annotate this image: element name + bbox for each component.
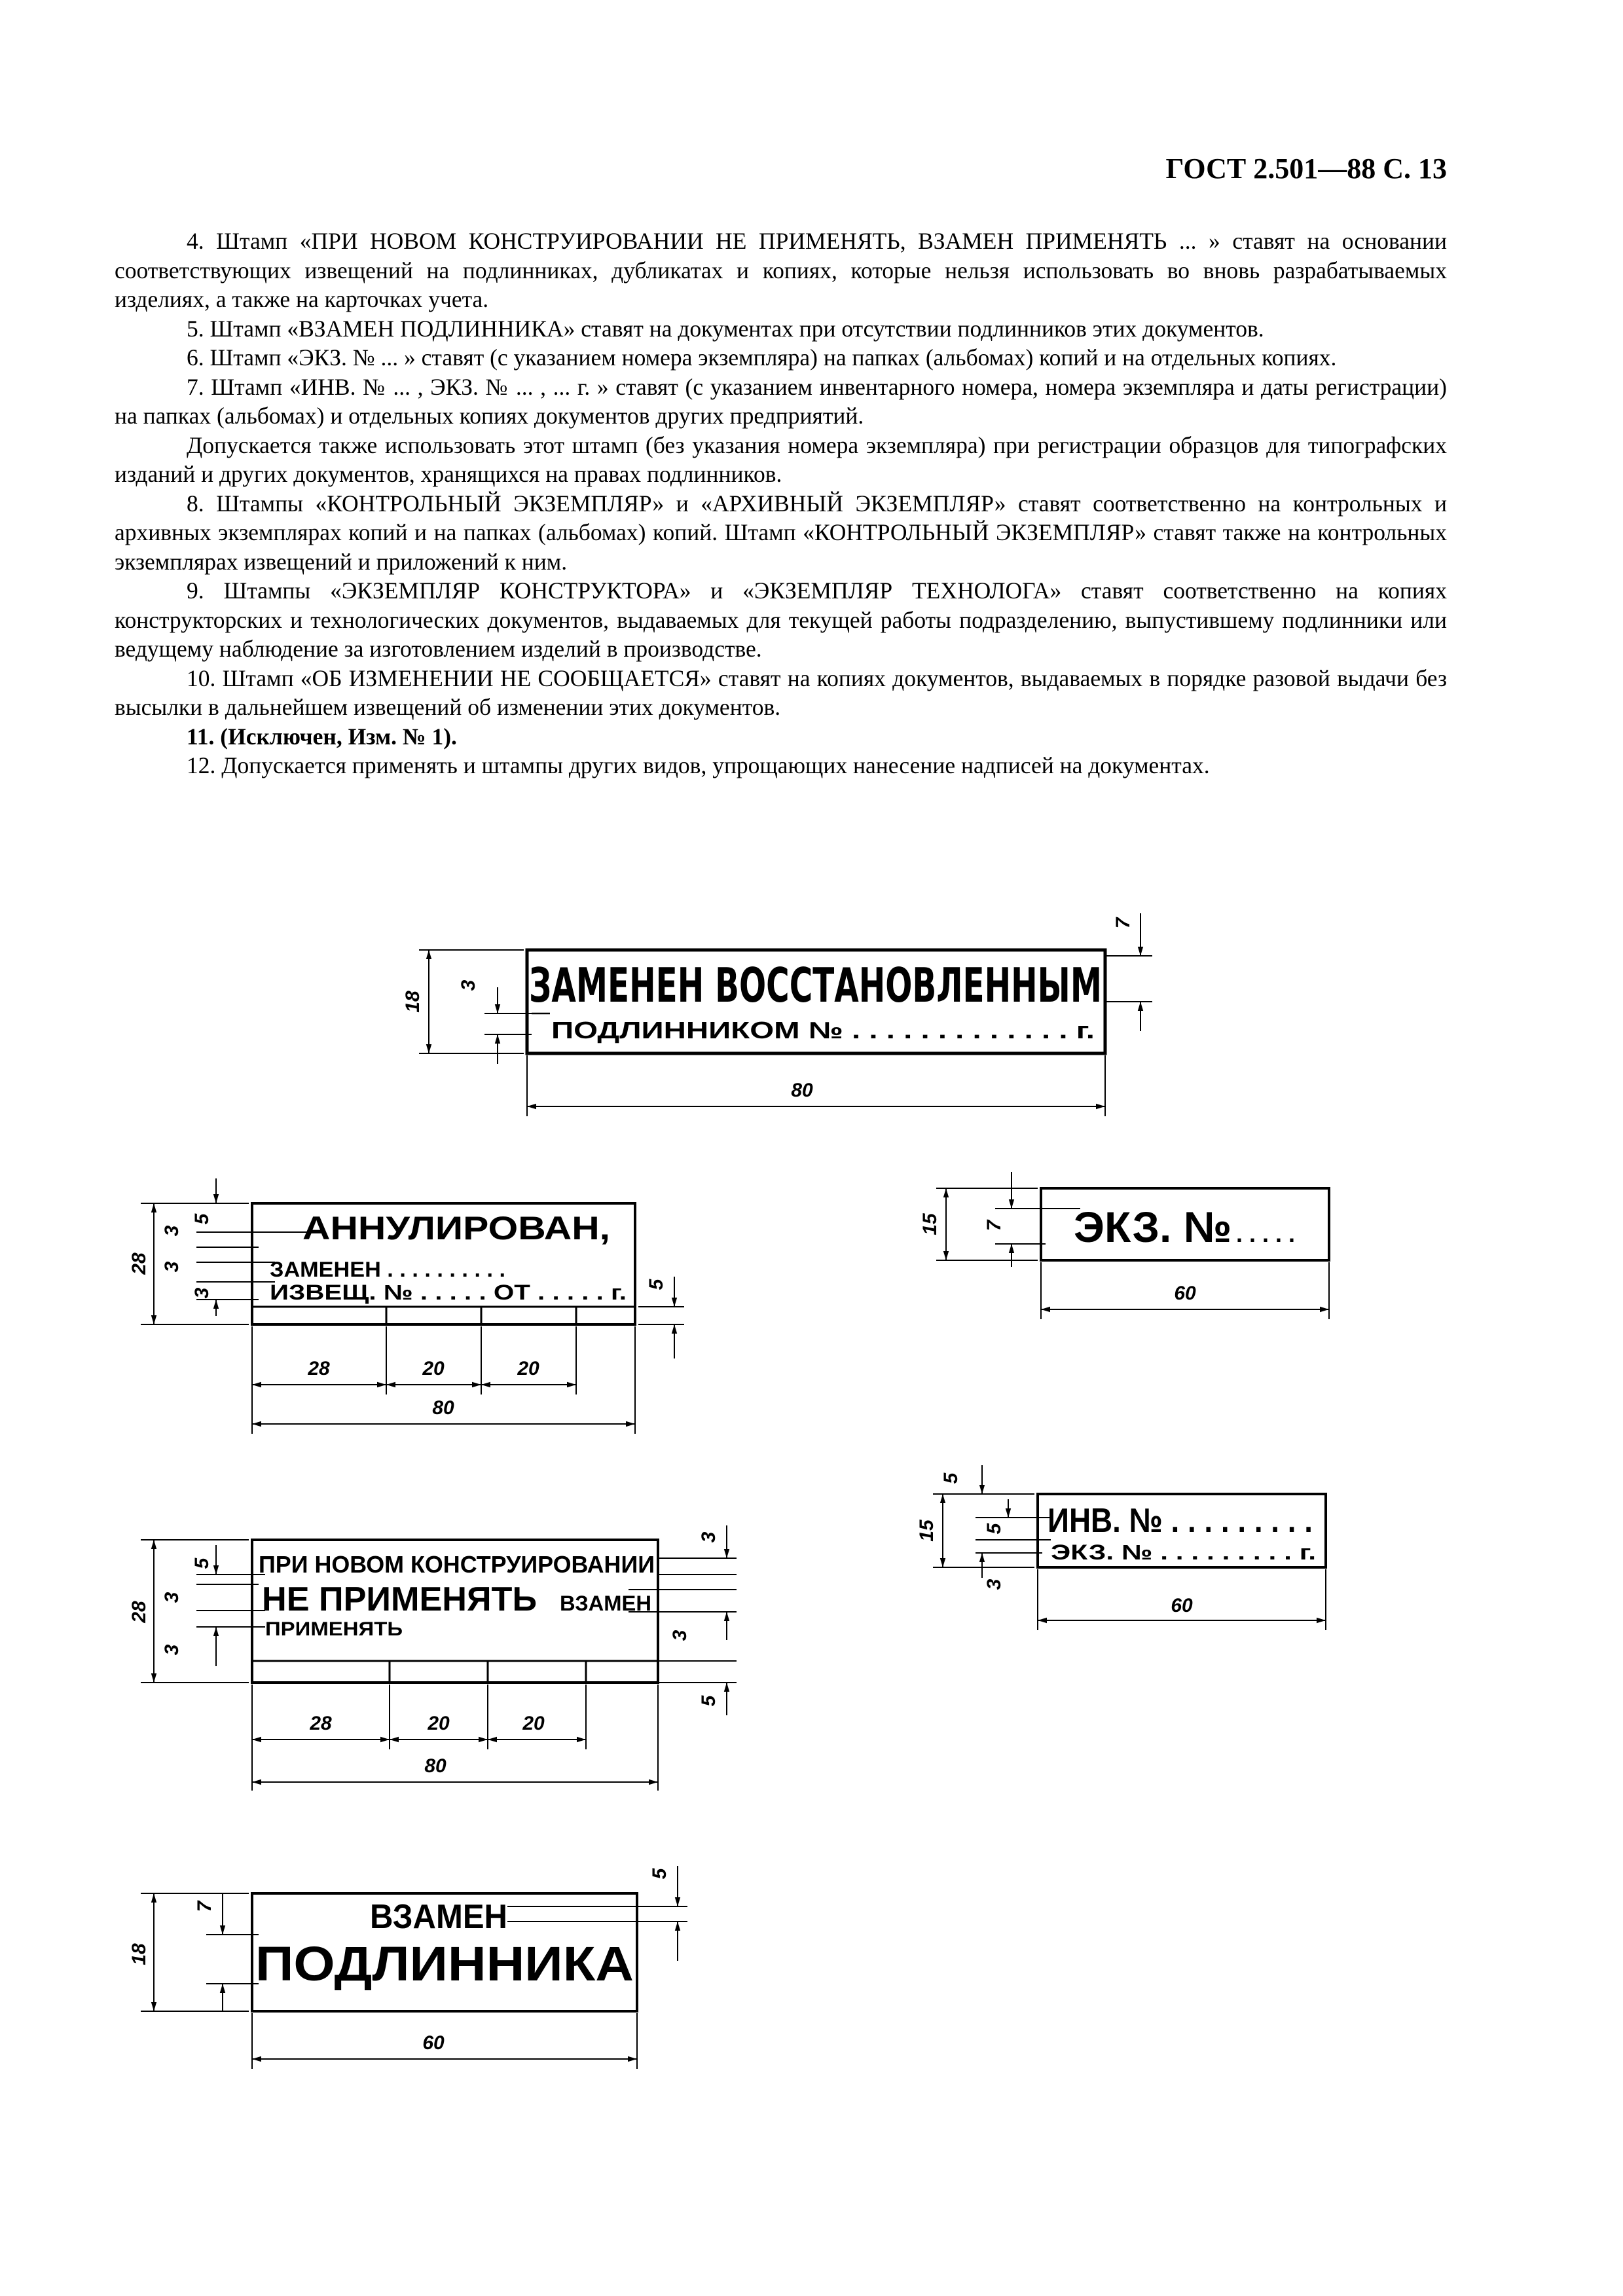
dim-inventory-height: 15 <box>916 1520 938 1542</box>
dim-cancelled-col3: 20 <box>517 1358 539 1379</box>
dim-replaced-width: 80 <box>791 1080 813 1101</box>
dim-new-design-a: 5 <box>191 1558 213 1569</box>
dim-copy-inner: 7 <box>983 1220 1005 1231</box>
paragraph-9: 9. Штампы «ЭКЗЕМПЛЯР КОНСТРУКТОРА» и «ЭКЗЕМПЛЯР ТЕХНОЛОГА» ставят соответственно на копиях конструкторских и технологических документов, выдаваемых для текущей работы подразделению, выпустившему подлинники или ведущему наблюдение за изготовлением изделий в производстве. <box>115 577 1447 662</box>
dim-cancelled-col1: 28 <box>308 1358 330 1379</box>
stamp-replaced <box>419 913 1152 1116</box>
stamp-copy-no-dots: . . . . . <box>1236 1220 1296 1247</box>
stamp-cancelled-line1: АННУЛИРОВАН, <box>302 1210 610 1247</box>
dim-cancelled-height: 28 <box>128 1252 150 1275</box>
dim-original-right: 5 <box>649 1868 670 1880</box>
dim-cancelled-width: 80 <box>432 1397 454 1419</box>
dim-new-design-col1: 28 <box>310 1713 332 1734</box>
paragraph-7: 7. Штамп «ИНВ. № ... , ЭКЗ. № ... , ... г. » ставят (с указанием инвентарного номера, номера экземпляра и даты регистрации) на папках (альбомах) и отдельных копиях документов других предприятий. <box>115 373 1447 429</box>
dim-inventory-top: 5 <box>940 1472 962 1484</box>
dim-cancelled-b: 3 <box>161 1225 183 1237</box>
dim-replaced-height: 18 <box>402 991 424 1013</box>
stamp-replaced-line1: ЗАМЕНЕН ВОССТАНОВЛЕННЫМ <box>529 958 1102 1013</box>
dim-new-design-col3: 20 <box>522 1713 545 1734</box>
dim-original-height: 18 <box>128 1943 150 1965</box>
stamp-cancelled-line3: ИЗВЕЩ. № . . . . . ОТ . . . . . г. <box>270 1281 627 1304</box>
stamp-original-line1: ВЗАМЕН <box>370 1898 507 1936</box>
dim-original-inner: 7 <box>194 1901 215 1912</box>
dim-cancelled-c: 3 <box>161 1261 183 1273</box>
stamp-inventory-line1: ИНВ. № . . . . . . . . . <box>1048 1502 1313 1540</box>
dim-new-design-b: 3 <box>161 1592 183 1603</box>
paragraph-7-note: Допускается также использовать этот штамп (без указания номера экземпляра) при регистрации образцов для типографских изданий и других документов, хранящихся на правах подлинников. <box>115 431 1447 487</box>
stamp-replaced-text <box>402 917 1134 1101</box>
stamp-inventory-line2: ЭКЗ. № . . . . . . . . . г. <box>1051 1540 1316 1564</box>
dim-inventory-inner: 5 <box>983 1523 1005 1535</box>
paragraph-5: 5. Штамп «ВЗАМЕН ПОДЛИННИКА» ставят на документах при отсутствии подлинников этих документов. <box>187 315 1264 342</box>
stamp-cancelled-text <box>128 1210 667 1419</box>
dim-new-design-r-top: 3 <box>698 1531 720 1543</box>
stamp-new-design-line3: ПРИМЕНЯТЬ <box>265 1618 403 1640</box>
dim-new-design-c: 3 <box>161 1644 183 1656</box>
paragraph-8: 8. Штампы «КОНТРОЛЬНЫЙ ЭКЗЕМПЛЯР» и «АРХИВНЫЙ ЭКЗЕМПЛЯР» ставят соответственно на контрольных и архивных экземплярах копий и на папках (альбомах) копий. Штамп «КОНТРОЛЬНЫЙ ЭКЗЕМПЛЯР» ставят также на контрольных экземплярах извещений и приложений к ним. <box>115 490 1447 575</box>
paragraph-4: 4. Штамп «ПРИ НОВОМ КОНСТРУИРОВАНИИ НЕ ПРИМЕНЯТЬ, ВЗАМЕН ПРИМЕНЯТЬ ... » ставят на основании соответствующих извещений на подлинниках, дубликатах и копиях, которые нельзя использовать во вновь разрабатываемых изделиях, а также на карточках учета. <box>115 228 1447 312</box>
paragraph-12: 12. Допускается применять и штампы других видов, упрощающих нанесение надписей на документах. <box>187 752 1210 778</box>
dim-cancelled-a: 5 <box>191 1213 213 1225</box>
dim-copy-width: 60 <box>1174 1283 1196 1304</box>
paragraph-11: 11. (Исключен, Изм. № 1). <box>187 723 457 750</box>
dim-replaced-3: 3 <box>458 979 479 991</box>
dim-cancelled-d: 3 <box>191 1287 213 1299</box>
dim-inventory-bottom: 3 <box>983 1578 1005 1590</box>
dim-replaced-7: 7 <box>1112 917 1134 929</box>
stamp-copy-no-line1: ЭКЗ. № <box>1074 1203 1232 1251</box>
dim-cancelled-e: 5 <box>646 1279 667 1290</box>
paragraph-10: 10. Штамп «ОБ ИЗМЕНЕНИИ НЕ СООБЩАЕТСЯ» ставят на копиях документов, выдаваемых в порядке разовой выдачи без высылки в дальнейшем извещений об изменении этих документов. <box>115 665 1447 720</box>
dim-new-design-height: 28 <box>128 1601 150 1623</box>
dim-inventory-width: 60 <box>1171 1595 1193 1616</box>
paragraph-6: 6. Штамп «ЭКЗ. № ... » ставят (с указанием номера экземпляра) на папках (альбомах) копий и на отдельных копиях. <box>187 344 1337 371</box>
page-header: ГОСТ 2.501—88 С. 13 <box>1165 153 1447 185</box>
stamp-copy-no-text <box>919 1203 1295 1304</box>
stamp-new-design-line2b: ВЗАМЕН <box>560 1592 651 1615</box>
dim-copy-height: 15 <box>919 1213 941 1235</box>
dim-new-design-r-mid: 3 <box>669 1630 691 1641</box>
dim-new-design-r-bot: 5 <box>698 1695 720 1707</box>
dim-cancelled-col2: 20 <box>422 1358 445 1379</box>
stamp-new-design-line1: ПРИ НОВОМ КОНСТРУИРОВАНИИ <box>259 1551 655 1578</box>
stamp-new-design-line2a: НЕ ПРИМЕНЯТЬ <box>262 1580 537 1618</box>
stamp-original-text <box>128 1867 670 2054</box>
dim-new-design-col2: 20 <box>428 1713 450 1734</box>
stamp-cancelled-line2: ЗАМЕНЕН . . . . . . . . . . <box>270 1258 505 1281</box>
dim-original-width: 60 <box>422 2032 445 2054</box>
stamp-replaced-line2: ПОДЛИННИКОМ № . . . . . . . . . . . . . г. <box>551 1017 1095 1044</box>
stamp-original-line2: ПОДЛИННИКА <box>255 1937 634 1991</box>
dim-new-design-width: 80 <box>424 1755 447 1777</box>
